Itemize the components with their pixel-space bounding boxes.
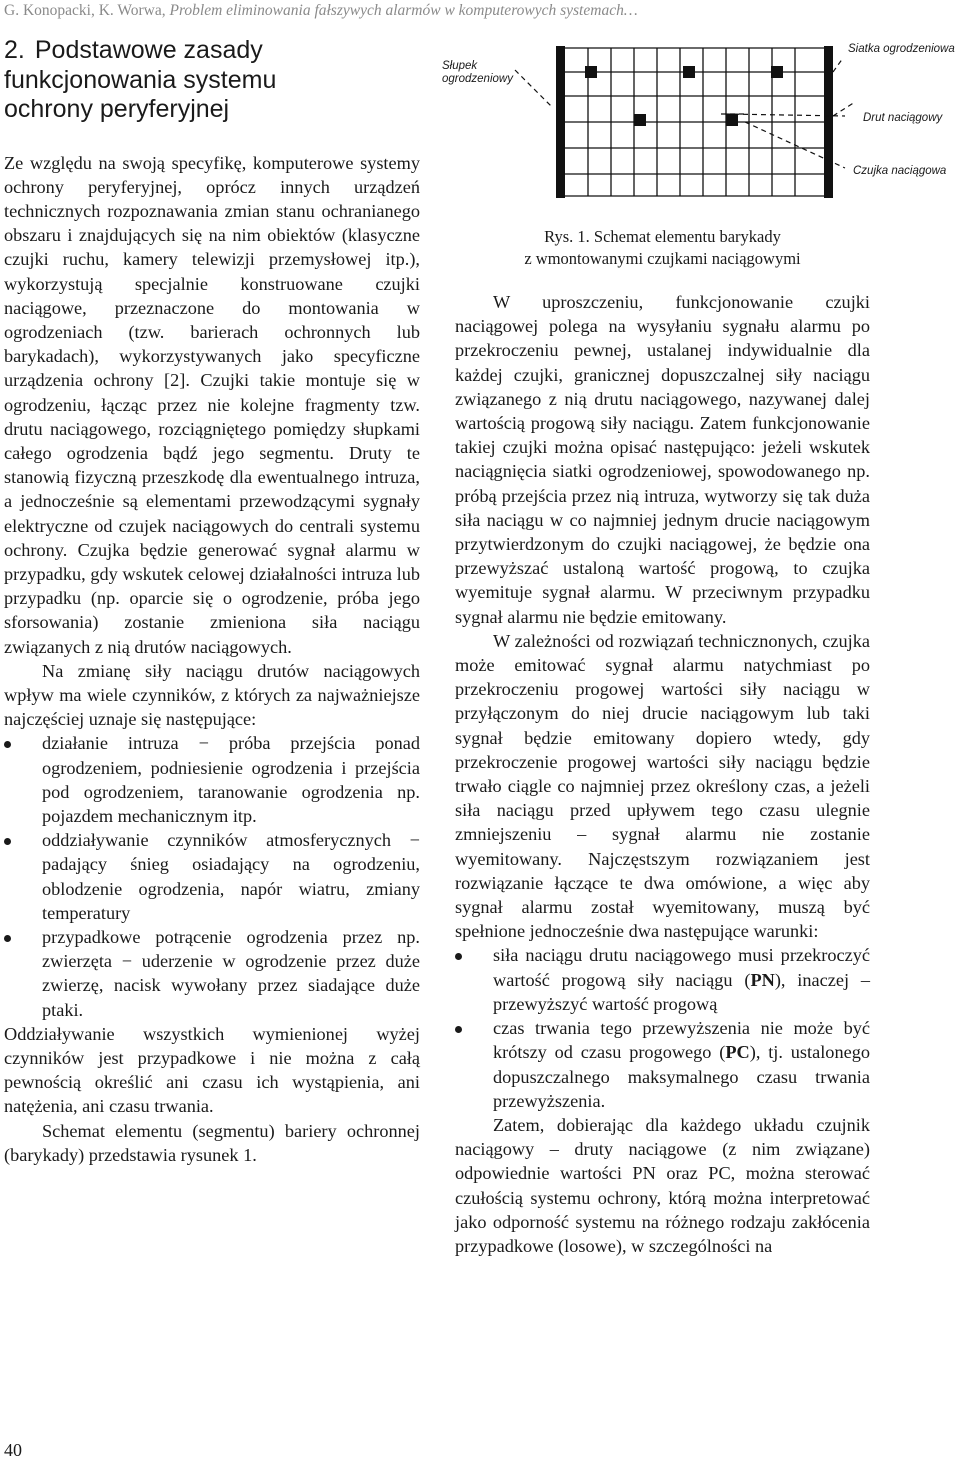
right-column xyxy=(455,290,870,1258)
paragraph: Ze względu na swoją specyfikę, komputerowe systemy ochrony peryferyjnej, oprócz innych urządzeń technicznych rozpoznawania zmian stanu ochranianego obszaru i znajdujących się na nim obiektów (klasyczne czujki ruchu, kamery telewizji przemysłowej itp.), wykorzystują specjalnie konstruowane czujki naciągowe, przeznaczone do montowania w ogrodzeniach (tzw. barierach ochronnych lub barykadach), wykorzystywanych jako specyficzne urządzenia ochrony [2]. Czujki takie montuje się w ogrodzeniu, łącząc przez nie kolejne fragmenty tzw. drutu naciągowego, rozciągniętego pomiędzy słupkami całego ogrodzenia bądź jego segmentu. Druty te stanowią fizyczną przeszkodę dla ewentualnego intruza, a jednocześnie są elementami przewodzącymi sygnały elektryczne od czujek naciągowych do centrali systemu ochrony. Czujka będzie generować sygnał alarmu w przypadku, gdy wskutek celowej działalności intruza lub przypadku (np. oparcie się o ogrodzenie, próba jego sforsowania) zostanie zmieniona siła naciągu związanych z nią drutów naciągowych. xyxy=(4,152,420,657)
left-column xyxy=(4,36,420,1167)
pn-term: PN xyxy=(750,969,775,990)
bullet-icon xyxy=(4,935,11,942)
list-item: siła naciągu drutu naciągowego musi przekroczyć wartość progową siły naciągu (PN), inaczej – przewyższyć wartość progową xyxy=(455,943,870,1016)
header-title: Problem eliminowania fałszywych alarmów w komputerowych systemach… xyxy=(169,2,638,19)
header-authors: G. Konopacki, K. Worwa, xyxy=(4,2,166,19)
paragraph: W zależności od rozwiązań technicznonych, czujka może emitować sygnał alarmu natychmiast po przekroczeniu progowej wartości siły naciągu w przyłączonym do niej drucie naciągowym lub taki sygnał będzie emitowany dopiero wtedy, gdy przekroczenie progowej wartości siły naciągu będzie trwało ciągle co najmniej przez określony czas, a jeżeli siła naciągu przed upływem tego czasu ulegnie zmniejszeniu – sygnał alarmu nie zostanie wyemitowany. Najczęstszym rozwiązaniem jest rozwiązanie łączące te dwa omówione, a więc aby sygnał alarmu został wyemitowany, muszą być spełnione jednocześnie dwa następujące warunki: xyxy=(455,630,870,942)
figure-caption-line2: z wmontowanymi czujkami naciągowymi xyxy=(524,249,801,268)
page-number: 40 xyxy=(4,1440,22,1460)
figure-caption xyxy=(455,226,870,270)
label-post: Słupek ogrodzeniowy xyxy=(442,60,513,85)
right-fence-post xyxy=(824,46,833,198)
section-number: 2. xyxy=(4,36,25,64)
running-header xyxy=(4,0,954,22)
section-title xyxy=(4,36,420,125)
bullet-icon xyxy=(455,1026,462,1033)
list-item: oddziaływanie czynników atmosferycznych − padający śnieg osiadający na ogrodzeniu, oblodzenie ogrodzenia, napór wiatru, zmiany temperatury xyxy=(4,828,420,925)
bullet-icon xyxy=(4,838,11,845)
section-title-line3: ochrony peryferyjnej xyxy=(4,95,230,123)
label-sensor: Czujka naciągowa xyxy=(853,165,947,177)
bullet-icon xyxy=(4,741,11,748)
section-title-line1: Podstawowe zasady xyxy=(34,36,263,64)
paragraph: Oddziaływanie wszystkich wymienionej wyżej czynników jest przypadkowe i nie można z całą pewnością określić ani czasu ich wystąpienia, ani natężenia, ani czasu trwania. xyxy=(4,1023,420,1117)
paragraph: Schemat elementu (segmentu) bariery ochronnej (barykady) przedstawia rysunek 1. xyxy=(4,1120,420,1165)
condition-list xyxy=(455,943,870,1112)
paragraph: W uproszczeniu, funkcjonowanie czujki naciągowej polega na wysyłaniu sygnału alarmu po przekroczeniu pewnej, ustalanej indywidualnie dla każdej czujki, granicznej dopuszczalnej siły naciągu związanego z nią drutu naciągowego, nazywanej dalej wartością progową siły naciągu. Zatem funkcjonowanie takiej czujki można opisać następująco: jeżeli wskutek naciągnięcia siatki ogrodzeniowej, spowodowanego np. próbą przejścia przez nią intruza, wytworzy się tak duża siła naciągu w co najmniej jednym drucie naciągowym przytwierdzonym do czujki naciągowej, że będzie ona przewyższać ustaloną wartość progową, to czujka wyemituje sygnał alarmu. W przeciwnym przypadku sygnał alarmu nie będzie emitowany. xyxy=(455,292,870,627)
pc-term: PC xyxy=(725,1042,750,1063)
bullet-icon xyxy=(455,953,462,960)
label-mesh: Siatka ogrodzeniowa xyxy=(848,43,955,55)
factor-list xyxy=(4,731,420,1021)
left-fence-post xyxy=(556,46,565,198)
list-item: działanie intruza − próba przejścia ponad ogrodzeniem, podniesienie ogrodzenia i przejścia pod ogrodzeniem, taranowanie ogrodzenia np. pojazdem mechanicznym itp. xyxy=(4,731,420,828)
list-item: przypadkowe potrącenie ogrodzenia przez np. zwierzęta − uderzenie w ogrodzenie przez duże zwierzę, nacisk wywołany przez siadające duże ptaki. xyxy=(4,925,420,1022)
paragraph: Na zmianę siły naciągu drutów naciągowych wpływ ma wiele czynników, z których za najważniejsze najczęściej uznaje się następujące: xyxy=(4,660,420,730)
figure-caption-line1: Rys. 1. Schemat elementu barykady xyxy=(544,227,781,246)
list-item: czas trwania tego przewyższenia nie może być krótszy od czasu progowego (PC), tj. ustalonego dopuszczalnego maksymalnego czasu trwania przewyższenia. xyxy=(455,1016,870,1113)
section-title-line2: funkcjonowania systemu xyxy=(4,65,277,94)
paragraph: Zatem, dobierając dla każdego układu czujnik naciągowy – druty naciągowe (z nim związane) odpowiednie wartości PN oraz PC, można sterować czułością systemu ochrony, którą można interpretować jako odporność systemu na różnego rodzaju zakłócenia przypadkowe (losowe), w szczególności na xyxy=(455,1114,870,1256)
label-wire: Drut naciągowy xyxy=(863,112,943,124)
